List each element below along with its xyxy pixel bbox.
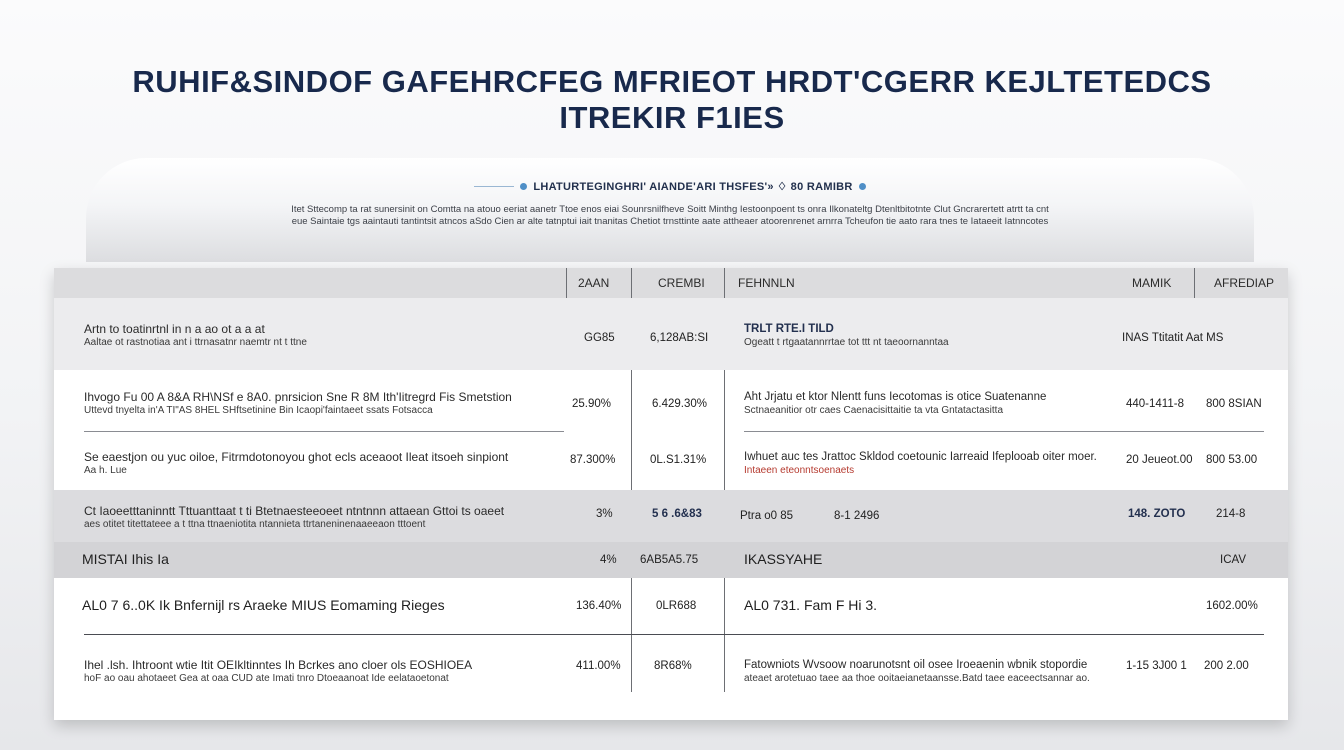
table-row	[54, 490, 1288, 542]
row-sublabel: Uttevd tnyelta in'A TI"AS 8HEL SHftsetinine Bin Icaopi'faintaeet ssats Fotsacca	[84, 405, 433, 416]
cell-subtext: Ogeatt t rtgaatannrrtae tot ttt nt taeoornanntaa	[744, 337, 949, 348]
cell-text: Fatowniots Wvsoow noarunotsnt oil osee Iroeaenin wbnik stopordie	[744, 659, 1088, 671]
table-header	[54, 268, 1288, 298]
cell-value: ICAV	[1220, 554, 1246, 566]
cell-value: INAS Ttitatit Aat MS	[1122, 332, 1224, 344]
banner-description	[146, 204, 1194, 228]
cell-value: 800 53.00	[1206, 454, 1258, 466]
table-row	[54, 578, 1288, 640]
column-header: MAMIK	[1132, 276, 1172, 290]
cell-subtext: ateaet arotetuao taee aa thoe ooitaeianetaansse.Batd taee eaceectsannar ao.	[744, 673, 1090, 684]
row-label: Ihel .lsh. Ihtroont wtie Itit OEIkltinntes Ih Bcrkes ano cloer ols EOSHIOEA	[84, 658, 473, 672]
row-sublabel: Aaltae ot rastnotiaa ant i ttrnasatnr naemtr nt t ttne	[84, 337, 307, 348]
banner-tagline-row	[86, 180, 1254, 193]
banner-tagline: LHATURTEGINGHRI' AIANDE'ARI THSFES'» ♢ 80 RAMIBR	[533, 181, 853, 193]
cell-value: 20 Jeueot.00	[1126, 454, 1193, 466]
header-banner	[86, 158, 1254, 262]
cell-value: 440-1411-8	[1126, 398, 1184, 410]
tagline-left-rule	[474, 186, 514, 187]
comparison-table	[54, 268, 1288, 720]
page-subtitle: ITREKIR F1IES	[559, 100, 785, 135]
cell-text: AL0 731. Fam F Hi 3.	[744, 597, 878, 613]
cell-text: Iwhuet auc tes Jrattoc Skldod coetounic Iarreaid Ifeplooab oiter moer.	[744, 451, 1097, 463]
cell-value: 6,128AB:SI	[650, 332, 709, 344]
column-divider	[1194, 268, 1195, 298]
row-label: Ct Iaoeetttaninntt Tttuanttaat t ti Btetnaesteeoeet ntntnnn attaean Gttoi ts oaeet	[84, 504, 505, 518]
cell-value: 214-8	[1216, 508, 1246, 520]
column-header: AFREDIAP	[1214, 276, 1275, 290]
cell-value: 148. ZOTO	[1128, 508, 1186, 520]
cell-value: 0L.S1.31%	[650, 454, 707, 466]
cell-text: Ptra o0 85	[740, 510, 794, 522]
row-divider	[84, 634, 1264, 635]
table-row	[54, 370, 1288, 432]
row-sublabel: hoF ao oau ahotaeet Gea at oaa CUD ate Imati tnro Dtoeaanoat Ide eelataoetonat	[84, 673, 449, 684]
column-header: FEHNNLN	[738, 276, 795, 290]
cell-value: 136.40%	[576, 600, 622, 612]
column-header: CREMBI	[658, 276, 705, 290]
cell-value: 6AB5A5.75	[640, 554, 699, 566]
table-row	[54, 640, 1288, 710]
cell-value: 3%	[596, 508, 613, 520]
row-sublabel: aes otitet titettateee a t ttna ttnaeniotita ntannieta ttrtaneninenaaeeaon tttoent	[84, 519, 426, 530]
page-title: RUHIF&SINDOF GAFEHRCFEG MFRIEOT HRDT'CGERR KEJLTEТEDCS	[132, 64, 1212, 99]
cell-value: 1-15 3J00 1	[1126, 660, 1187, 672]
cell-value: 25.90%	[572, 398, 612, 410]
cell-value: 4%	[600, 554, 617, 566]
bullet-dot-icon	[859, 183, 866, 190]
cell-subtext: Sctnaeanitior otr caes Caenacisittaitie ta vta Gntatactasitta	[744, 405, 1004, 416]
table-row	[54, 432, 1288, 490]
cell-text: 8-1 2496	[834, 510, 880, 522]
cell-text: Aht Jrjatu et ktor Nlentt funs Iecotomas is otice Suatenanne	[744, 391, 1047, 403]
cell-value: 1602.00%	[1206, 600, 1258, 612]
row-label: Artn to toatinrtnl in n a ao ot a a at	[84, 322, 265, 336]
cell-value: 6.429.30%	[652, 398, 707, 410]
cell-text: TRLT RTE.I TILD	[744, 323, 834, 335]
table-row	[54, 298, 1288, 370]
row-label: Se eaestjon ou yuc oiloe, Fitrmdotonoyou ghot ecls aceaoot Ileat itsoeh sinpiont	[84, 450, 509, 464]
cell-value: 200 2.00	[1204, 660, 1249, 672]
cell-value: GG85	[584, 332, 615, 344]
cell-text: IKASSYAHE	[744, 551, 823, 567]
cell-value: 800 8SIAN	[1206, 398, 1262, 410]
row-label: MISTAI Ihis Ia	[82, 551, 169, 567]
cell-value: 8R68%	[654, 660, 692, 672]
cell-value: 0LR688	[656, 600, 697, 612]
cell-highlight: Intaeen eteonntsoenaets	[744, 465, 855, 476]
table-row	[54, 542, 1288, 578]
column-header: 2AAN	[578, 276, 610, 290]
cell-value: 411.00%	[576, 660, 621, 672]
column-divider	[566, 268, 567, 298]
cell-value: 5 6 .6&83	[652, 508, 702, 520]
banner-description-line1: Itet Sttecomp ta rat sunersinit on Comtta na atouo eeriat aanetr Ttoe enos eiai Sounrsnilfheve Soitt Minthg Iestoonpoent ts onra Ilkonateltg Dtenltbitotnte Clut Gncrarertett atrtt ta cnt	[291, 204, 1049, 215]
cell-value: 87.300%	[570, 454, 616, 466]
row-label: Ihvogo Fu 00 A 8&A RH\NSf e 8A0. pnrsicion Sne R 8M Ith'Iitregrd Fis Smetstion	[84, 390, 512, 404]
bullet-dot-icon	[520, 183, 527, 190]
row-label: AL0 7 6..0K Ik Bnfernijl rs Araeke MIUS Eomaming Rieges	[82, 597, 445, 613]
row-sublabel: Aa h. Lue	[84, 465, 127, 476]
banner-description-line2: eue Saintaie tgs aaintauti tantintsit atncos aSdo Cien ar alte tatnptui iait tnanitas Chetiot trnsttinte aate attheaer atoorenrenet arnrra Tcheufon tie aato rara tnes te Iataeeit Iatnncotes	[291, 216, 1049, 227]
